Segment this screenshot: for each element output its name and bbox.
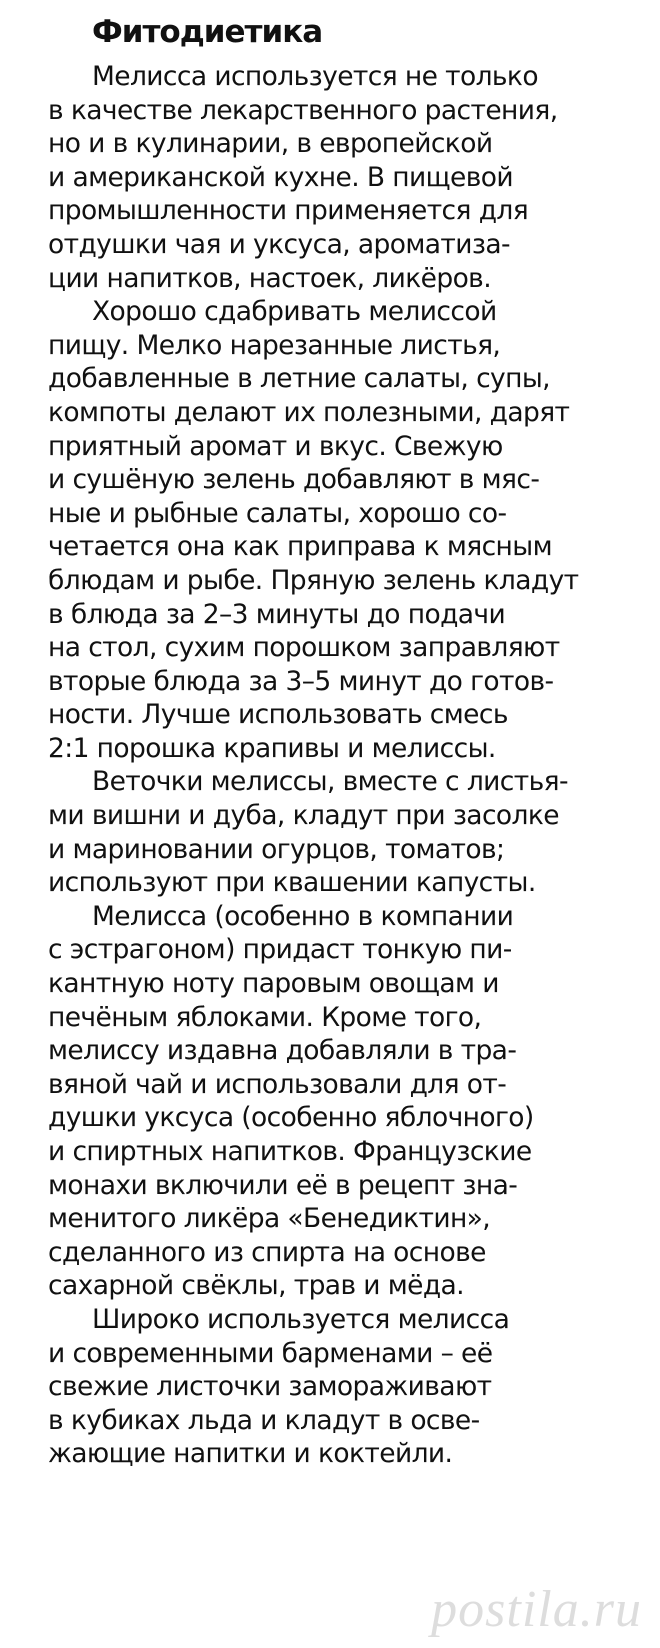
text-line: сахарной свёклы, трав и мёда.: [48, 1270, 465, 1302]
paragraph: [48, 1303, 628, 1471]
paragraph: [48, 60, 628, 295]
text-line: вторые блюда за 3–5 минут до готов-: [48, 665, 554, 697]
text-line: вяной чай и использовали для от-: [48, 1068, 507, 1100]
text-line: четается она как приправа к мясным: [48, 531, 552, 563]
text-line: компоты делают их полезными, дарят: [48, 396, 570, 428]
text-line: сделанного из спирта на основе: [48, 1236, 486, 1268]
article-title: Фитодиетика: [92, 14, 323, 50]
text-line: печёным яблоками. Кроме того,: [48, 1001, 482, 1033]
text-line: ми вишни и дуба, кладут при засолке: [48, 800, 559, 832]
text-line: в блюда за 2–3 минуты до подачи: [48, 598, 506, 630]
text-line: добавленные в летние салаты, супы,: [48, 363, 550, 395]
text-line: и сушёную зелень добавляют в мяс-: [48, 464, 540, 496]
watermark-logo: postila.ru: [431, 1581, 642, 1638]
text-line: ные и рыбные салаты, хорошо со-: [48, 497, 507, 529]
text-line: Веточки мелиссы, вместе с листья-: [92, 766, 568, 798]
article: [48, 10, 628, 1471]
text-line: Широко используется мелисса: [92, 1303, 510, 1335]
text-line: 2:1 порошка крапивы и мелиссы.: [48, 732, 496, 764]
text-line: с эстрагоном) придаст тонкую пи-: [48, 934, 512, 966]
text-line: и американской кухне. В пищевой: [48, 161, 513, 193]
text-line: блюдам и рыбе. Пряную зелень кладут: [48, 564, 579, 596]
paragraph: [48, 295, 628, 765]
paragraph: [48, 765, 628, 899]
text-line: и мариновании огурцов, томатов;: [48, 833, 505, 865]
text-line: Мелисса используется не только: [92, 61, 538, 92]
text-line: Хорошо сдабривать мелиссой: [92, 296, 497, 328]
text-line: приятный аромат и вкус. Свежую: [48, 430, 503, 462]
text-line: отдушки чая и уксуса, ароматиза-: [48, 228, 510, 260]
text-line: и современными барменами – её: [48, 1337, 493, 1369]
article-body: [48, 60, 628, 1471]
text-line: мелиссу издавна добавляли в тра-: [48, 1035, 517, 1067]
text-line: ции напитков, настоек, ликёров.: [48, 262, 492, 294]
text-line: и спиртных напитков. Французские: [48, 1136, 532, 1167]
text-line: менитого ликёра «Бенедиктин»,: [48, 1203, 491, 1235]
text-line: ности. Лучше использовать смесь: [48, 699, 508, 731]
text-line: на стол, сухим порошком заправляют: [48, 632, 560, 664]
text-line: используют при квашении капусты.: [48, 867, 536, 899]
text-line: кантную ноту паровым овощам и: [48, 968, 499, 1000]
text-line: душки уксуса (особенно яблочного): [48, 1102, 534, 1134]
text-line: свежие листочки замораживают: [48, 1371, 492, 1403]
text-line: промышленности применяется для: [48, 195, 529, 227]
paragraph: [48, 900, 628, 1303]
text-line: Мелисса (особенно в компании: [92, 900, 514, 932]
text-line: монахи включили её в рецепт зна-: [48, 1169, 518, 1201]
text-line: но и в кулинарии, в европейской: [48, 128, 493, 160]
text-line: жающие напитки и коктейли.: [48, 1438, 453, 1470]
text-line: в качестве лекарственного растения,: [48, 94, 558, 126]
text-line: в кубиках льда и кладут в осве-: [48, 1404, 480, 1436]
text-line: пищу. Мелко нарезанные листья,: [48, 329, 501, 361]
